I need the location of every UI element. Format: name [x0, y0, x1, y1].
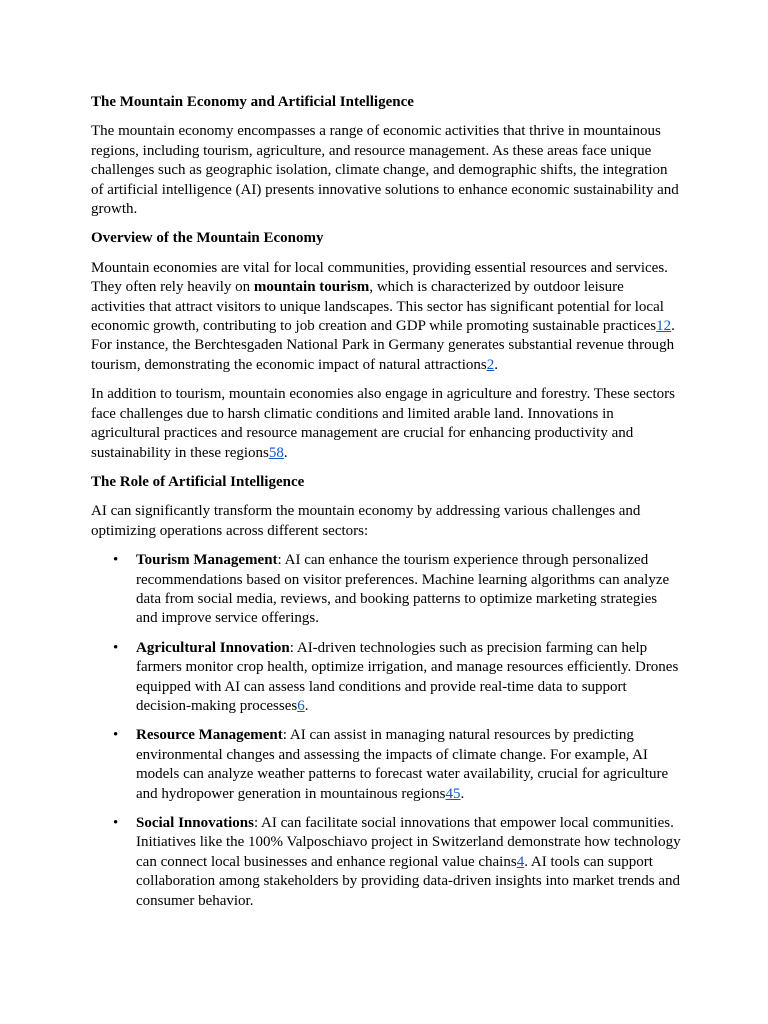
bullet-icon: •	[113, 815, 119, 831]
paragraph-text: In addition to tourism, mountain economies also engage in agriculture and forestry. These sectors face challenges due to harsh climatic conditions and limited arable land. Innovations in agricultural practices and resource management are crucial for enhancing productivity and sustainability in these regions	[91, 386, 676, 461]
list-item	[91, 639, 681, 717]
list-item-term: Agricultural Innovation	[136, 639, 290, 656]
paragraph-text: .	[494, 356, 498, 373]
overview-paragraph-2	[91, 385, 681, 463]
list-item-text: . AI tools can support collaboration among stakeholders by providing data-driven insights into market trends and consumer behavior.	[136, 853, 681, 909]
bullet-icon: •	[113, 639, 119, 656]
list-item	[91, 551, 681, 629]
citation-link[interactable]: 12	[656, 318, 672, 335]
citation-link[interactable]: 4	[516, 853, 525, 870]
list-item-term: Tourism Management	[136, 552, 278, 569]
paragraph-text: . For instance, the Berchtesgaden National Park in Germany generates substantial revenue through tourism, demonstrating the economic impact of natural attractions	[91, 318, 675, 373]
role-heading: The Role of Artificial Intelligence	[91, 473, 305, 490]
bullet-icon: •	[113, 552, 119, 569]
citation-link[interactable]: 58	[268, 444, 284, 461]
paragraph-text: Mountain economies are vital for local communities, providing essential resources and services. They often rely heavily on	[91, 259, 668, 296]
overview-paragraph-1	[91, 259, 681, 375]
role-intro-paragraph: AI can significantly transform the mountain economy by addressing various challenges and optimizing operations across different sectors:	[91, 503, 641, 539]
citation-link[interactable]: 2	[486, 356, 495, 373]
list-item-text: : AI can assist in managing natural resources by predicting environmental changes and assessing the impacts of climate change. For example, AI models can analyze weather patterns to forecast water availability, crucial for agriculture and hydropower generation in mountainous regions	[136, 727, 669, 802]
list-item	[91, 814, 681, 911]
document-title: The Mountain Economy and Artificial Intelligence	[91, 94, 414, 110]
list-item-term: Resource Management	[136, 727, 283, 744]
document-page	[91, 93, 681, 921]
list-item-text: .	[460, 785, 465, 802]
citation-link[interactable]: 45	[445, 785, 461, 802]
list-item-text: : AI-driven technologies such as precision farming can help farmers monitor crop health, optimize irrigation, and manage resources efficiently. Drones equipped with AI can assess land conditions and provide real-time data to support decision-making processes	[136, 639, 679, 714]
list-item-text: : AI can enhance the tourism experience through personalized recommendations based on visitor preferences. Machine learning algorithms can analyze data from social media, reviews, and booking patterns to optimize marketing strategies and improve service offerings.	[136, 552, 670, 627]
intro-paragraph: The mountain economy encompasses a range of economic activities that thrive in mountainous regions, including tourism, agriculture, and resource management. As these areas face unique challenges such as geographic isolation, climate change, and demographic shifts, the integration of artificial intelligence (AI) presents innovative solutions to enhance economic sustainability and growth.	[91, 123, 679, 218]
citation-link[interactable]: 6	[297, 697, 305, 714]
overview-heading: Overview of the Mountain Economy	[91, 230, 324, 247]
paragraph-text: .	[283, 444, 288, 461]
role-bullet-list	[91, 551, 681, 911]
bullet-icon: •	[113, 727, 119, 744]
list-item	[91, 726, 681, 804]
paragraph-text: , which is characterized by outdoor leisure activities that attract visitors to unique landscapes. This sector has significant potential for local economic growth, contributing to job creation and GDP while promoting sustainable practices	[91, 279, 664, 335]
bold-term: mountain tourism	[253, 279, 370, 296]
list-item-term: Social Innovations	[136, 815, 254, 831]
list-item-text: : AI can facilitate social innovations that empower local communities. Initiatives like the 100% Valposchiavo project in Switzerland demonstrate how technology can connect local businesses and enhance regional value chains	[136, 815, 681, 870]
list-item-text: .	[304, 697, 309, 714]
